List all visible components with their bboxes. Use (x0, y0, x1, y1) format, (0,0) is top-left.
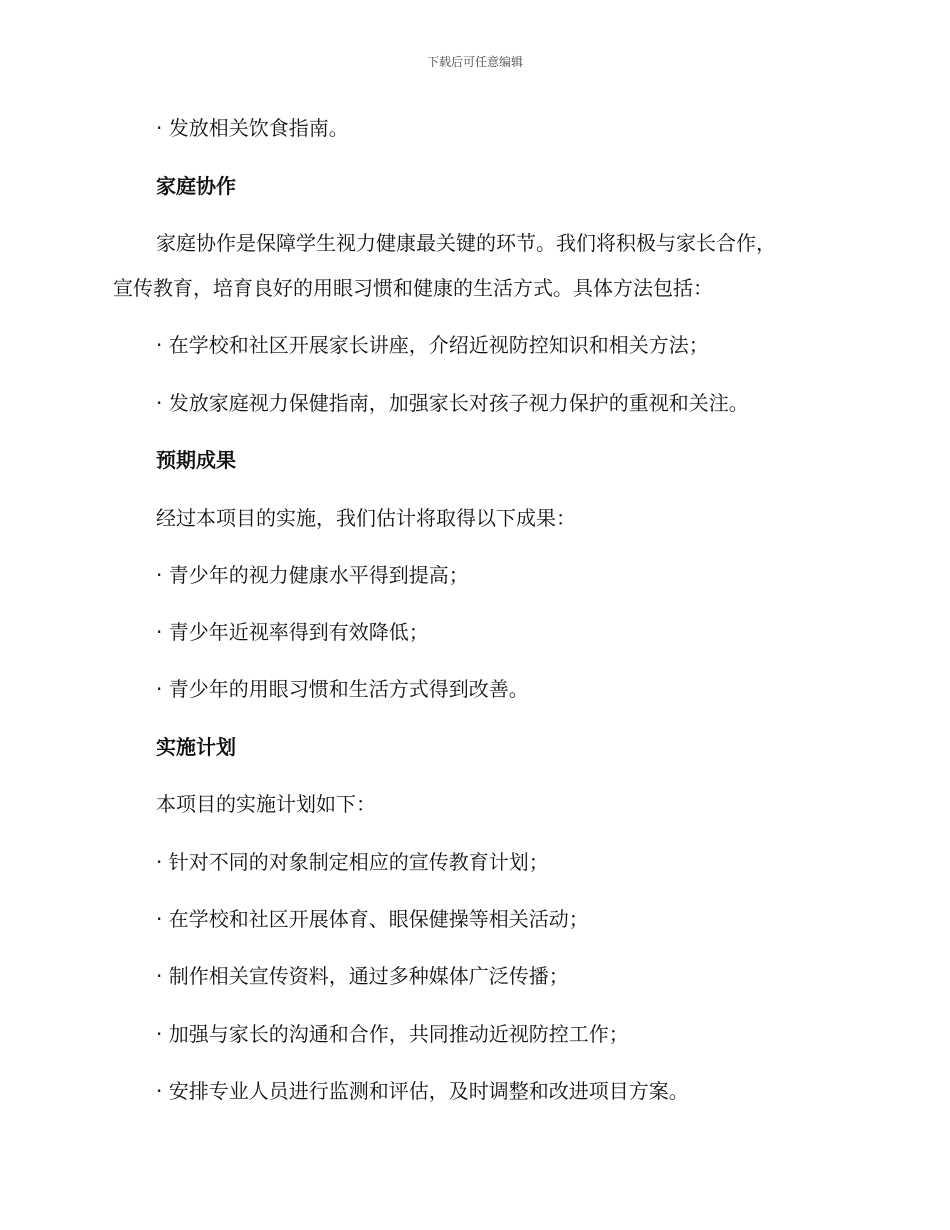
plan-bullet-4: · 加强与家长的沟通和合作，共同推动近视防控工作； (156, 1022, 629, 1046)
page-header: 下载后可任意编辑 (426, 55, 523, 69)
heading-expected-results: 预期成果 (156, 448, 236, 472)
results-intro: 经过本项目的实施，我们估计将取得以下成果： (156, 506, 576, 530)
bullet-diet-guide: · 发放相关饮食指南。 (156, 116, 349, 140)
family-bullet-2: · 发放家庭视力保健指南，加强家长对孩子视力保护的重视和关注。 (156, 391, 749, 415)
results-bullet-2: · 青少年近视率得到有效降低； (156, 620, 429, 644)
plan-bullet-2: · 在学校和社区开展体育、眼保健操等相关活动； (156, 907, 589, 931)
family-bullet-1: · 在学校和社区开展家长讲座，介绍近视防控知识和相关方法； (156, 333, 709, 357)
plan-bullet-1: · 针对不同的对象制定相应的宣传教育计划； (156, 850, 549, 874)
plan-intro: 本项目的实施计划如下： (156, 792, 376, 816)
family-paragraph-line-2: 宣传教育，培育良好的用眼习惯和健康的生活方式。具体方法包括： (113, 276, 713, 300)
heading-family-collaboration: 家庭协作 (156, 174, 236, 198)
family-paragraph-line-1: 家庭协作是保障学生视力健康最关键的环节。我们将积极与家长合作， (156, 231, 776, 255)
heading-implementation-plan: 实施计划 (156, 735, 236, 759)
plan-bullet-5: · 安排专业人员进行监测和评估，及时调整和改进项目方案。 (156, 1079, 689, 1103)
results-bullet-1: · 青少年的视力健康水平得到提高； (156, 563, 469, 587)
plan-bullet-3: · 制作相关宣传资料，通过多种媒体广泛传播； (156, 964, 569, 988)
results-bullet-3: · 青少年的用眼习惯和生活方式得到改善。 (156, 677, 529, 701)
